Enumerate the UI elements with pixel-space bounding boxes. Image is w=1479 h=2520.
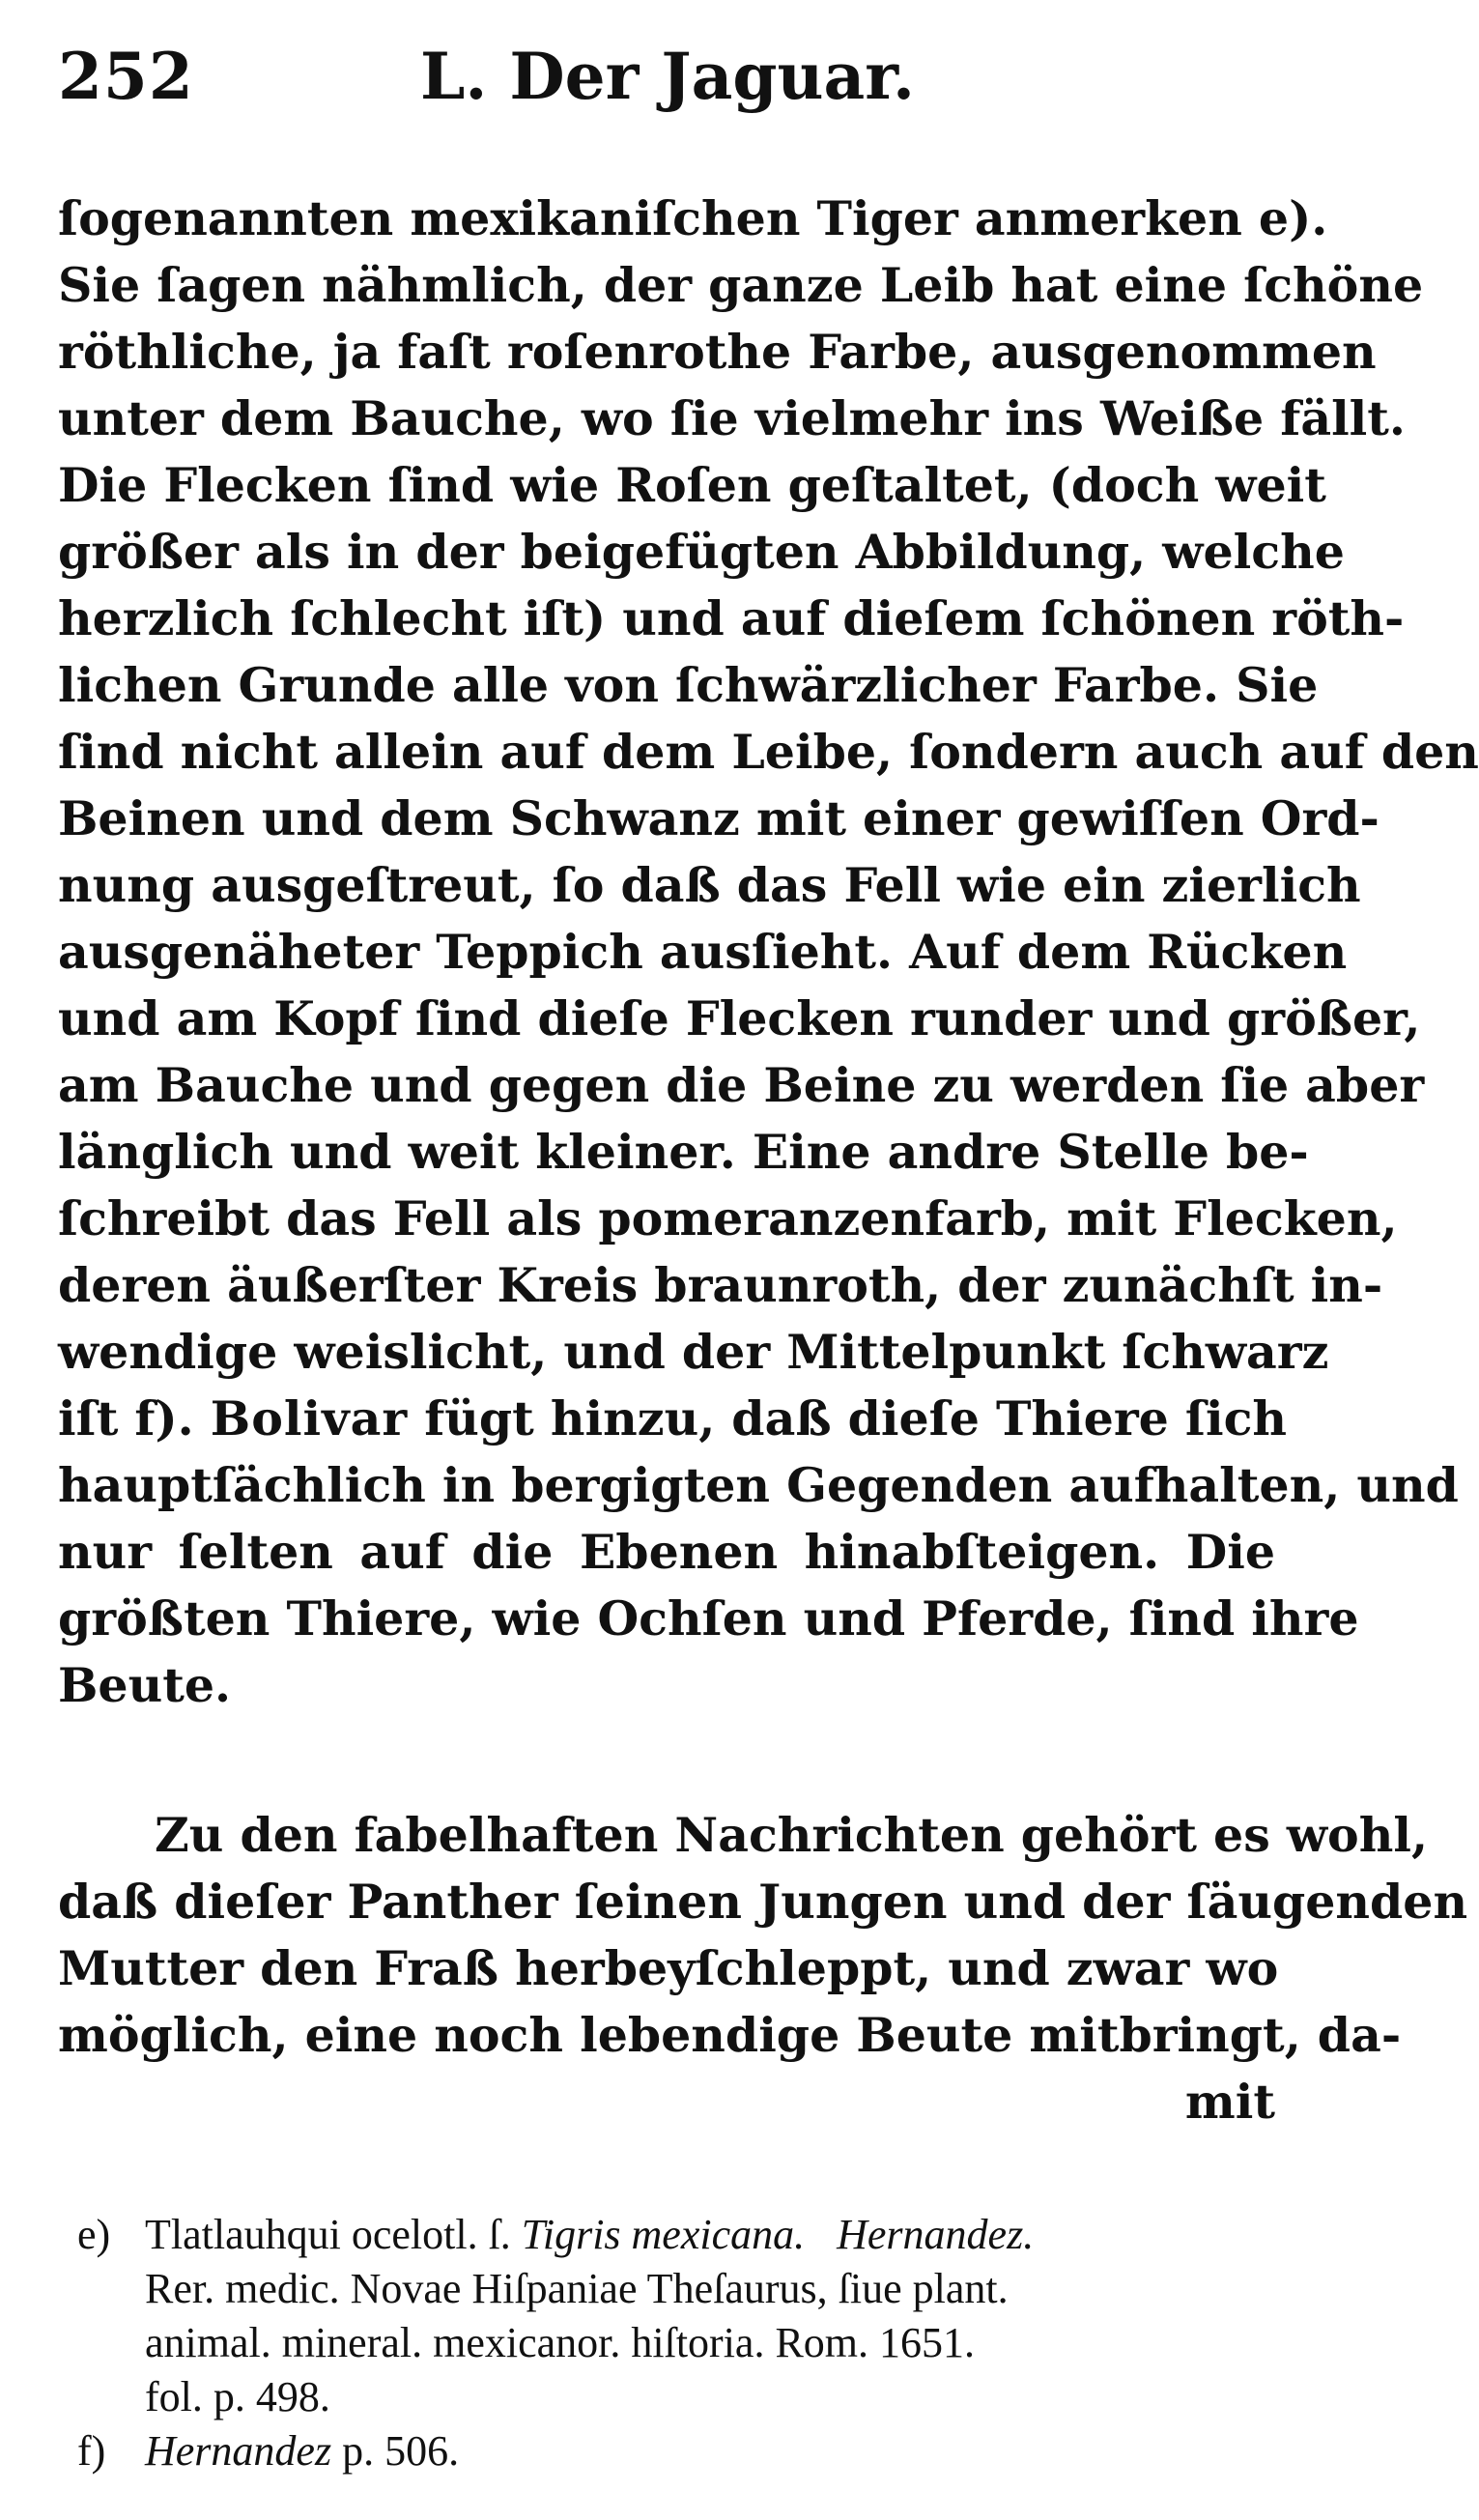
footnote-author: Hernandez. xyxy=(837,2211,1035,2258)
text-line: Beinen und dem Schwanz mit einer gewiſſen Ord- xyxy=(58,790,1379,846)
footnote-line xyxy=(77,2424,1275,2478)
text-line: daß dieſer Panther ſeinen Jungen und der ſäugenden xyxy=(58,1874,1468,1930)
text-line: röthliche, ja faſt roſenrothe Farbe, ausgenommen xyxy=(58,324,1377,380)
emphasized-name: Bolivar xyxy=(210,1390,409,1446)
text-line: hauptſächlich in bergigten Gegenden aufhalten, und xyxy=(58,1457,1459,1513)
page-header xyxy=(58,39,1275,135)
text-line: größer als in der beigefügten Abbildung, welche xyxy=(58,524,1345,580)
text-line: lichen Grunde alle von ſchwärzlicher Farbe. Sie xyxy=(58,657,1319,713)
text-line: ſind nicht allein auf dem Leibe, ſondern auch auf den xyxy=(58,724,1479,780)
text-line: nung ausgeſtreut, ſo daß das Fell wie ein zierlich xyxy=(58,857,1361,913)
main-text xyxy=(58,186,1479,2135)
text-line: ſchreibt das Fell als pomeranzenfarb, mit Flecken, xyxy=(58,1190,1398,1246)
footnote-species: Tigris mexicana. xyxy=(521,2211,806,2258)
text-line: Sie ſagen nähmlich, der ganze Leib hat eine ſchöne xyxy=(58,257,1424,313)
running-title: L. Der Jaguar. xyxy=(420,39,915,114)
text-line: nur ſelten auf die Ebenen hinabſteigen. Die xyxy=(58,1524,1275,1580)
text-line: größten Thiere, wie Ochſen und Pferde, ſind ihre xyxy=(58,1590,1359,1647)
footnote-text: p. 506. xyxy=(331,2427,460,2475)
footnote-author: Hernandez xyxy=(145,2427,332,2475)
paragraph-gap xyxy=(58,1719,1275,1802)
text-line xyxy=(58,1386,1288,1452)
text-line: unter dem Bauche, wo ſie vielmehr ins Weiße fällt. xyxy=(58,390,1406,446)
footnote-e xyxy=(77,2208,1275,2424)
footnote-text: Tlatlauhqui ocelotl. ſ. xyxy=(145,2211,522,2258)
page-number: 252 xyxy=(58,39,194,114)
text-line: am Bauche und gegen die Beine zu werden ſie aber xyxy=(58,1057,1425,1113)
text-line: ausgenäheter Teppich ausſieht. Auf dem Rücken xyxy=(58,924,1348,980)
text-line: Zu den fabelhaften Nachrichten gehört es wohl, xyxy=(155,1807,1429,1863)
text-line: ſogenannten mexikaniſchen Tiger anmerken e). xyxy=(58,190,1328,246)
paragraph-1-end xyxy=(58,1452,1459,1719)
footnotes xyxy=(77,2208,1275,2478)
text-line: wendige weislicht, und der Mittelpunkt ſchwarz xyxy=(58,1324,1329,1380)
text-line: Beute. xyxy=(58,1657,232,1713)
footnote-line: animal. mineral. mexicanor. hiſtoria. Rom. 1651. xyxy=(145,2319,976,2366)
text-line: Mutter den Fraß herbeyſchleppt, und zwar wo xyxy=(58,1940,1279,1996)
footnote-label: f) xyxy=(77,2427,106,2475)
text-line: länglich und weit kleiner. Eine andre Stelle be- xyxy=(58,1124,1309,1180)
paragraph-2 xyxy=(58,1802,1468,2069)
footnote-f xyxy=(77,2424,1275,2478)
footnote-line: fol. p. 498. xyxy=(145,2373,330,2420)
text-line: möglich, eine noch lebendige Beute mitbringt, da- xyxy=(58,2007,1402,2063)
catchword: mit xyxy=(1184,2074,1275,2130)
book-page xyxy=(58,39,1479,2483)
footnote-line xyxy=(77,2208,1275,2262)
paragraph-1 xyxy=(58,186,1479,1386)
text-run: fügt hinzu, daß dieſe Thiere ſich xyxy=(408,1390,1288,1446)
footnote-label: e) xyxy=(77,2211,111,2258)
text-line: und am Kopf ſind dieſe Flecken runder und größer, xyxy=(58,990,1421,1046)
text-run: iſt f). xyxy=(58,1390,211,1446)
text-line: deren äußerſter Kreis braunroth, der zunächſt in- xyxy=(58,1257,1383,1313)
text-line: Die Flecken ſind wie Roſen geſtaltet, (doch weit xyxy=(58,457,1326,513)
text-line: herzlich ſchlecht iſt) und auf dieſem ſchönen röth- xyxy=(58,590,1405,646)
footnote-line: Rer. medic. Novae Hiſpaniae Theſaurus, ſiue plant. xyxy=(145,2265,1009,2312)
